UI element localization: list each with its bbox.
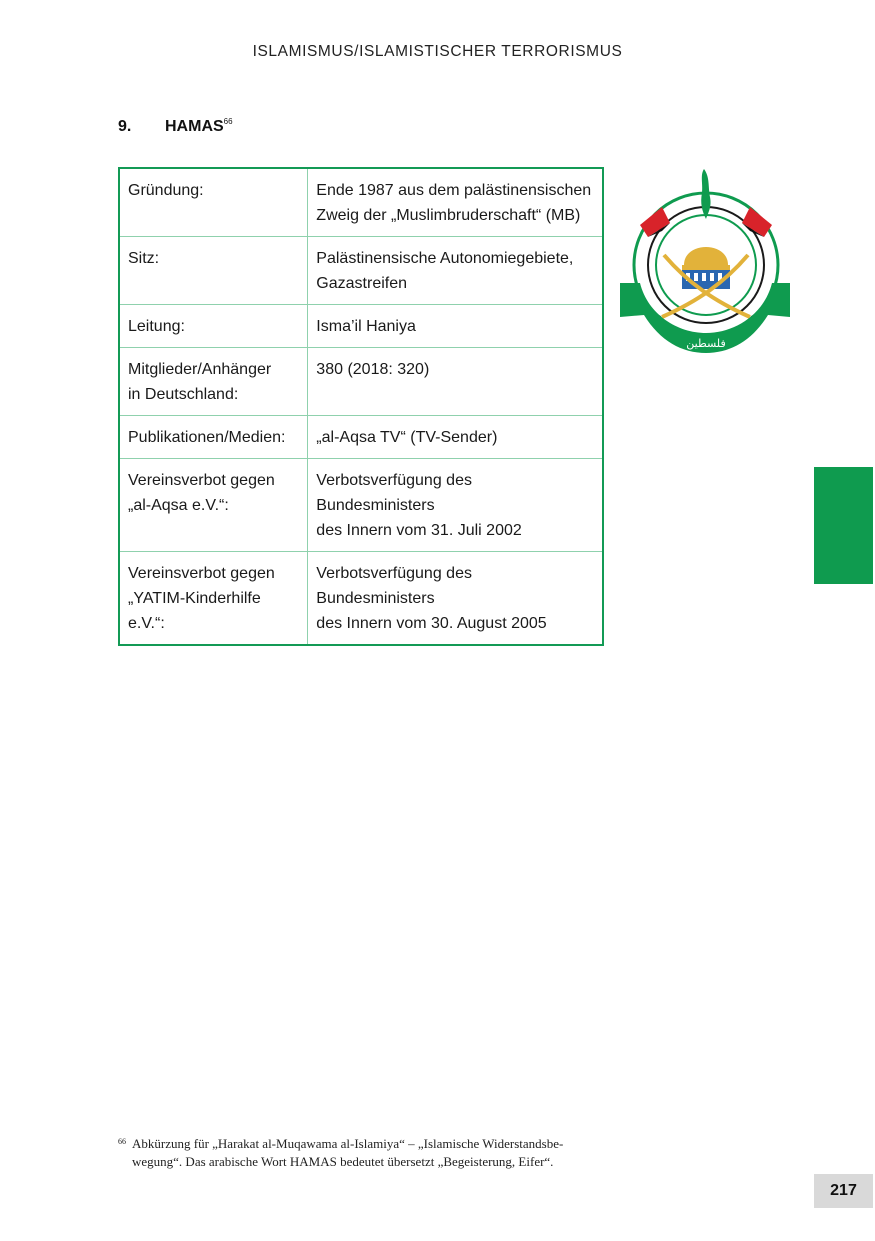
row-value <box>308 348 603 416</box>
table-row <box>119 552 603 646</box>
page-number: 217 <box>814 1174 873 1208</box>
label-line: Mitglieder/Anhänger <box>128 361 272 378</box>
label-line: Vereinsverbot gegen <box>128 472 275 489</box>
table-row <box>119 305 603 348</box>
value-line: Zweig der „Muslimbruderschaft“ (MB) <box>316 207 581 224</box>
label-line: Publikationen/Medien: <box>128 429 286 446</box>
table-row <box>119 168 603 237</box>
profile-table <box>118 167 604 646</box>
label-line: e.V.“: <box>128 615 165 632</box>
section-heading <box>118 118 233 136</box>
table-row <box>119 416 603 459</box>
row-value <box>308 459 603 552</box>
row-label <box>119 237 308 305</box>
row-value <box>308 552 603 646</box>
row-label <box>119 552 308 646</box>
value-line: Ende 1987 aus dem palästinensischen <box>316 182 592 199</box>
row-label <box>119 459 308 552</box>
row-value <box>308 305 603 348</box>
value-line: Verbotsverfügung des Bundesministers <box>316 472 472 514</box>
label-line: „YATIM-Kinderhilfe <box>128 590 261 607</box>
value-line: Gazastreifen <box>316 275 408 292</box>
row-value <box>308 168 603 237</box>
value-line: „al-Aqsa TV“ (TV-Sender) <box>316 429 498 446</box>
value-line: Isma’il Haniya <box>316 318 416 335</box>
footnote-reference[interactable]: 66 <box>223 117 233 126</box>
row-value <box>308 416 603 459</box>
row-label <box>119 305 308 348</box>
hamas-emblem-icon <box>618 165 792 357</box>
chapter-tab <box>814 467 873 584</box>
row-label <box>119 168 308 237</box>
section-title: HAMAS <box>165 118 224 135</box>
footnote-mark: 66 <box>118 1137 126 1146</box>
row-value <box>308 237 603 305</box>
emblem-ribbon-text: فلسطين <box>686 337 726 350</box>
row-label <box>119 416 308 459</box>
value-line: des Innern vom 30. August 2005 <box>316 615 547 632</box>
table-row <box>119 237 603 305</box>
footnote <box>118 1135 618 1171</box>
section-number: 9. <box>118 118 132 135</box>
value-line: Palästinensische Autonomiegebiete, <box>316 250 574 267</box>
value-line: des Innern vom 31. Juli 2002 <box>316 522 522 539</box>
table-row <box>119 348 603 416</box>
value-line: 380 (2018: 320) <box>316 361 430 378</box>
footnote-line-2: wegung“. Das arabische Wort HAMAS bedeutet übersetzt „Begeisterung, Eifer“. <box>132 1154 554 1169</box>
label-line: Gründung: <box>128 182 204 199</box>
label-line: Sitz: <box>128 250 160 267</box>
row-label <box>119 348 308 416</box>
label-line: „al-Aqsa e.V.“: <box>128 497 229 514</box>
label-line: in Deutschland: <box>128 386 239 403</box>
label-line: Leitung: <box>128 318 185 335</box>
label-line: Vereinsverbot gegen <box>128 565 275 582</box>
table-row <box>119 459 603 552</box>
footnote-line-1: Abkürzung für „Harakat al-Muqawama al-Islamiya“ – „Islamische Widerstandsbe- <box>132 1136 564 1151</box>
value-line: Verbotsverfügung des Bundesministers <box>316 565 472 607</box>
running-header: ISLAMISMUS/ISLAMISTISCHER TERRORISMUS <box>252 43 623 60</box>
